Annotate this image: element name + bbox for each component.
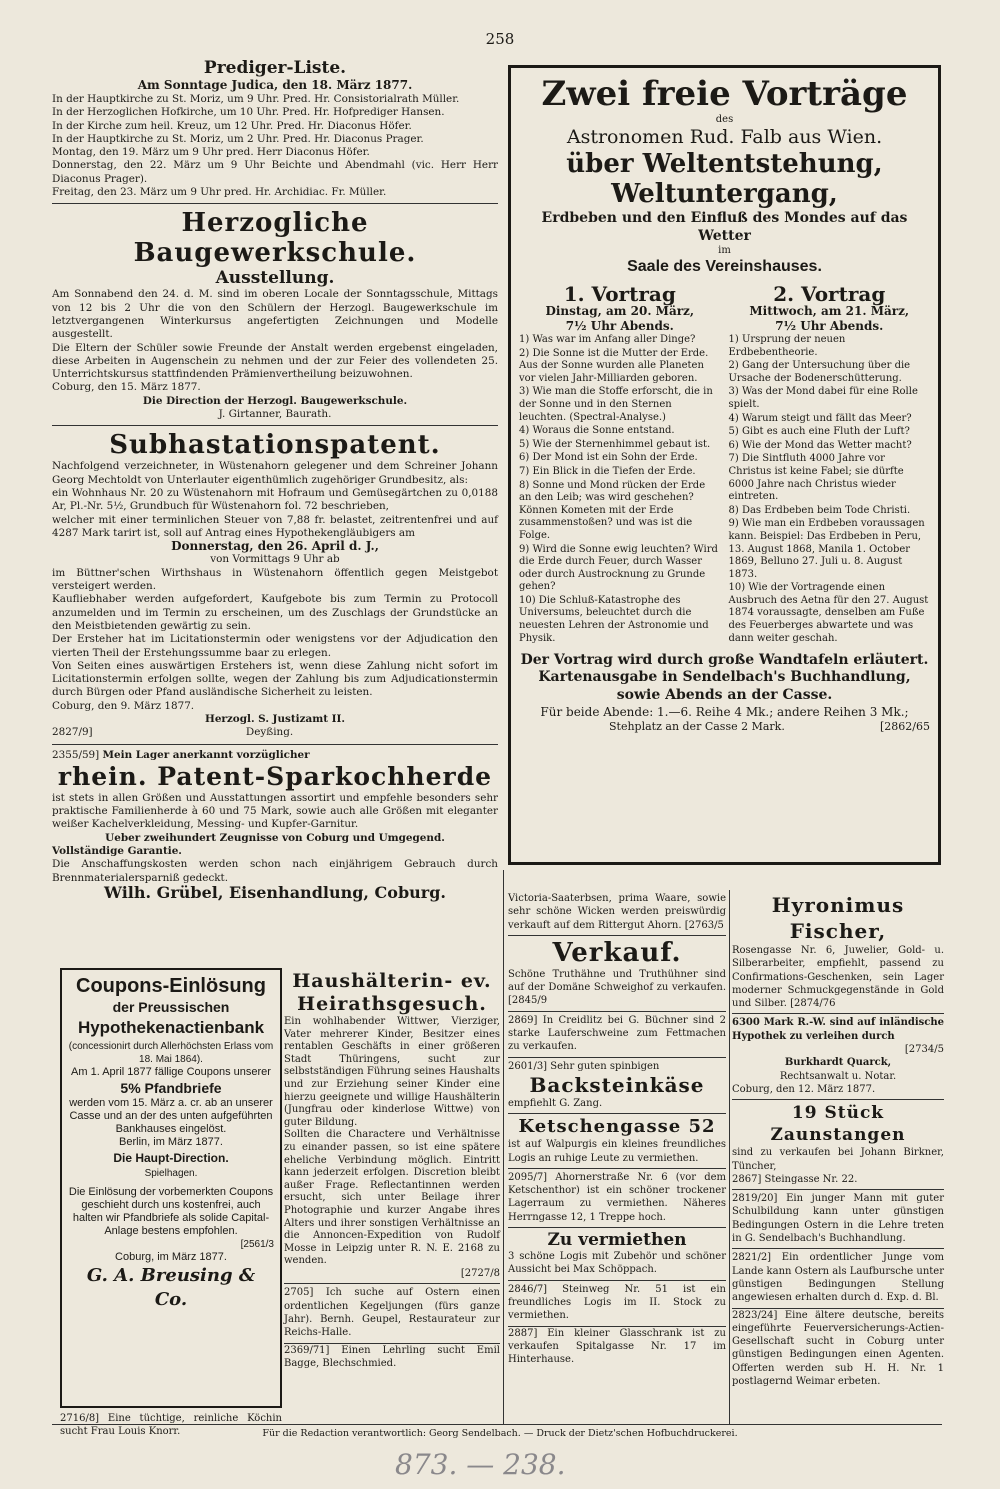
subhast-sign: Herzogl. S. Justizamt II. [205, 712, 345, 725]
lehrling-ad: 2369/71] Einen Lehrling sucht Emil Bagge, Blechschmied. [284, 1344, 500, 1369]
subhast-num: 2827/9] [52, 726, 93, 739]
coupon-firm: G. A. Breusing & Co. [86, 1265, 256, 1310]
ketschen-text: ist auf Walpurgis ein kleines freundliches Logis an ruhige Leute zu vermiethen. [508, 1139, 726, 1164]
list-item: 7) Ein Blick in die Tiefen der Erde. [519, 465, 696, 477]
sparherd-text: Die Anschaffungskosten werden schon nach einjährigem Gebrauch durch Brennmaterialersparniß gedeckt. [52, 858, 498, 884]
coupon-num: [2561/3 [240, 1239, 274, 1250]
list-item: 4) Woraus die Sonne entstand. [519, 425, 675, 437]
baugewerk-section [52, 208, 498, 421]
subhast-title: Subhastationspatent. [109, 430, 441, 461]
baugewerk-sign: Die Direction der Herzogl. Baugewerkschule. [142, 394, 408, 407]
coupon-line: (concessionirt durch Allerhöchsten Erlass vom 18. Mai 1864). [68, 1041, 274, 1065]
coupon-direction: Die Haupt-Direction. [113, 1151, 229, 1165]
prediger-date: Am Sonntage Judica, den 18. März 1877. [137, 78, 413, 92]
verkauf-text: Schöne Truthähne und Truthühner sind auf der Domäne Schweighof zu verkaufen. [508, 968, 726, 994]
subhast-text: Der Ersteher hat im Licitationstermin oder wenigstens vor der Adjudication den vierten Theil der Erstehungssumme baar zu erlegen. [52, 633, 498, 659]
zaun-text2: 2867] Steingasse Nr. 22. [732, 1173, 858, 1185]
lecture-two-title: 2. Vortrag [773, 282, 886, 306]
subhast-text: Von Seiten eines auswärtigen Erstehers ist, wenn diese Zahlung nicht sofort im Licitationstermin erfolgen sollte, wegen der Zahlung bis zum Adjudicationstermin durch Bürgen oder Pfand ausländische Sicherheit zu leisten. [52, 659, 498, 699]
list-item: 4) Warum steigt und fällt das Meer? [728, 412, 912, 424]
left-column [52, 58, 498, 966]
lecture-des: des [715, 114, 734, 125]
lecture-num: [2862/65 [880, 720, 930, 734]
lecture-prices: Für beide Abende: 1.—6. Reihe 4 Mk.; andere Reihen 3 Mk.; [540, 705, 909, 720]
lecture-one [519, 284, 721, 646]
vermieth-title: Zu vermiethen [547, 1230, 687, 1251]
verkauf-title: Verkauf. [552, 937, 682, 968]
prediger-section [52, 58, 498, 199]
lecture-one-time: 7½ Uhr Abends. [565, 319, 674, 333]
list-item: 8) Sonne und Mond rücken der Erde an den Leib; was wird geschehen? Können Kometen mit der Erde zusammenstoßen? und was ist die Folge. [519, 479, 706, 541]
list-item: 3) Wie man die Stoffe erforscht, die in der Sonne und in den Sternen leuchten. (Spectral-Analyse.) [519, 386, 713, 423]
sparherd-line: Mein Lager anerkannt vorzüglicher [102, 748, 310, 761]
sparherd-section [52, 749, 498, 900]
coupon-line: werden vom 15. März a. cr. ab an unserer Casse und an der des unten aufgeführten Bankhauses eingelöst. [69, 1097, 273, 1135]
lecture-two [729, 284, 931, 646]
baugewerk-date: Coburg, den 15. März 1877. [52, 381, 201, 394]
prediger-line: In der Hauptkirche zu St. Moriz, um 2 Uhr. Pred. Hr. Diaconus Prager. [52, 132, 424, 145]
fischer-title: Hyronimus Fischer, [771, 893, 905, 943]
list-item: 5) Gibt es auch eine Fluth der Luft? [728, 426, 910, 438]
hyp-role: Rechtsanwalt u. Notar. [779, 1070, 897, 1082]
kaese-title: Backsteinkäse [529, 1072, 705, 1097]
subhast-text: ein Wohnhaus Nr. 20 zu Wüstenahorn mit Hofraum und Gemüsegärtchen zu 0,0188 Ar, Pl.-Nr. 5½, Grundbuch für Wüstenahorn fol. 72 beschrieben, [52, 486, 498, 513]
lecture-columns [519, 284, 930, 646]
lecture-note: Der Vortrag wird durch große Wandtafeln erläutert. [520, 652, 929, 669]
sparherd-text: ist stets in allen Größen und Ausstattungen assortirt und empfehle besonders sehr praktische Familienherde à 60 und 75 Mark, sowie auch alle Größen mit eleganter weißer Kachelverkleidung, Messing- und Kupfer-Garnitur. [52, 791, 498, 831]
list-item: 9) Wie man ein Erdbeben voraussagen kann. Beispiel: Das Erdbeben in Peru, 13. August 1868, Manila 1. October 1869, Belluno 27. Juli u. 8. August 1873. [728, 518, 925, 580]
zaun-text: sind zu verkaufen bei Johann Birkner, Tüncher, [732, 1147, 944, 1172]
subhast-text: Kaufliebhaber werden aufgefordert, Kaufgebote bis zum Termin zu Protocoll anzumelden und im Termin zu erscheinen, um des Zuschlags der Grundstücke an den Meistbietenden gewärtig zu sein. [52, 593, 498, 632]
zaun-title: 19 Stück Zaunstangen [770, 1103, 906, 1146]
list-item: 10) Die Schluß-Katastrophe des Universums, beleuchtet durch die neuesten Lehren der Astronomie und Physik. [519, 594, 709, 644]
list-item: 8) Das Erdbeben beim Tode Christi. [728, 504, 911, 516]
subhast-text: von Vormittags 9 Uhr ab [210, 553, 340, 566]
ferkel-ad: 2869] In Creidlitz bei G. Büchner sind 2 starke Lauferschweine zum Fettmachen zu verkaufen. [508, 1012, 726, 1058]
sparherd-text: Vollständige Garantie. [52, 845, 182, 858]
prediger-line: Freitag, den 23. März um 9 Uhr pred. Hr. Archidiac. Fr. Müller. [52, 186, 387, 199]
list-item: 2) Gang der Untersuchung über die Ursache der Bodenerschütterung. [728, 360, 911, 384]
lecture-stehplatz: Stehplatz an der Casse 2 Mark. [609, 720, 785, 734]
hyp-text: 6300 Mark R.-W. sind auf inländische Hypothek zu verleihen durch [732, 1017, 944, 1042]
prediger-line: In der Herzoglichen Hofkirche, um 10 Uhr. Pred. Hr. Hofprediger Hansen. [52, 106, 445, 119]
steinweg-ad: 2846/7] Steinweg Nr. 51 ist ein freundliches Logis im II. Stock zu vermiethen. [508, 1281, 726, 1327]
list-item: 2) Die Sonne ist die Mutter der Erde. Aus der Sonne wurden alle Planeten vor vielen Jahr-Milliarden geboren. [519, 347, 709, 384]
ahorn-ad: 2095/7] Ahornerstraße Nr. 6 (vor dem Ketschenthor) ist ein schöner trockener Lagerraum zu vermiethen. Näheres Herrngasse 12, 1 Treppe hoch. [508, 1169, 726, 1228]
prediger-list [52, 93, 498, 199]
koechin-ad: 2716/8] Eine tüchtige, reinliche Köchin sucht Frau Louis Knorr. [60, 1413, 282, 1438]
lehre-ad: 2819/20] Ein junger Mann mit guter Schulbildung kann unter günstigen Bedingungen Ostern in die Lehre treten in G. Sendelbach's Buchhandlung. [732, 1190, 944, 1249]
lecture-speaker: Astronomen Rud. Falb aus Wien. [566, 126, 883, 148]
middle-ads-column [508, 890, 726, 1420]
lecture-topic2: Erdbeben und den Einfluß des Mondes auf das Wetter [541, 210, 908, 244]
list-item: 6) Der Mond ist ein Sohn der Erde. [519, 452, 698, 464]
list-item: 10) Wie der Vortragende einen Ausbruch des Aetna für den 27. August 1874 voraussagte, denselben am Fuße des Feuerberges abwartete und was dann weiter geschah. [728, 582, 929, 644]
haushaelterin-column [284, 968, 500, 1424]
agenten-ad: 2823/24] Eine ältere deutsche, bereits eingeführte Feuerversicherungs-Actien-Gesellschaft sucht in Coburg unter günstigen Bedingungen einen Agenten. Offerten werden sub H. H. Nr. 1 postlagernd Weimar erbeten. [732, 1309, 944, 1388]
kegel-ad: 2705] Ich suche auf Ostern einen ordentlichen Kegeljungen (fürs ganze Jahr). Bernh. Geupel, Restaurateur zur Reichs-Halle. [284, 1284, 500, 1343]
coupon-line: Am 1. April 1877 fällige Coupons unserer [71, 1066, 271, 1078]
verkauf-num: [2845/9 [508, 995, 548, 1007]
subhast-date: Coburg, den 9. März 1877. [52, 699, 195, 712]
baugewerk-subtitle: Ausstellung. [215, 268, 335, 289]
erbsen-ad: Victoria-Saaterbsen, prima Waare, sowie sehr schöne Wicken werden preiswürdig verkauft auf dem Rittergut Ahorn. [508, 893, 726, 931]
page-number: 258 [485, 30, 515, 48]
subhast-text: welcher mit einer terminlichen Steuer von 7,88 fr. belastet, zeitrentenfrei und auf 4287 Mark tarirt ist, soll auf Antrag eines Hypothekengläubigers am [52, 513, 498, 539]
sparherd-sign: Wilh. Grübel, Eisenhandlung, Coburg. [104, 882, 446, 902]
coupon-title: Coupons-Einlösung [76, 975, 266, 997]
prediger-line: In der Kirche zum heil. Kreuz, um 12 Uhr. Pred. Hr. Diaconus Höfer. [52, 119, 412, 132]
sparherd-text: Ueber zweihundert Zeugnisse von Coburg und Umgegend. [105, 831, 445, 844]
subhast-text: im Büttner'schen Wirthshaus in Wüstenahorn öffentlich gegen Meistgebot versteigert werden. [52, 566, 498, 593]
coupon-pfand: 5% Pfandbriefe [120, 1080, 222, 1096]
haus-title: Haushälterin- ev. Heirathsgesuch. [292, 970, 492, 1015]
coupon-advertisement [60, 968, 282, 1408]
lecture-im: im [718, 245, 731, 256]
erbsen-num: [2763/5 [684, 919, 724, 931]
bursche-ad: 2821/2] Ein ordentlicher Junge vom Lande kann Ostern als Laufbursche unter günstigen Bedingungen Stellung angewiesen erhalten durch d. Exp. d. Bl. [732, 1249, 944, 1308]
coupon-bank: Hypothekenactienbank [77, 1018, 265, 1037]
hyp-date: Coburg, den 12. März 1877. [732, 1083, 876, 1095]
coupon-line: Coburg, im März 1877. [115, 1251, 227, 1263]
coupon-line: der Preussischen [112, 999, 230, 1015]
baugewerk-sign2: J. Girtanner, Baurath. [218, 408, 332, 421]
lecture-one-title: 1. Vortrag [563, 282, 676, 306]
lecture-one-items [519, 334, 721, 645]
list-item: 7) Die Sintfluth 4000 Jahre vor Christus ist keine Fabel; sie dürfte 6000 Jahre nach Christus wieder eintreten. [728, 453, 904, 503]
lecture-venue: Saale des Vereinshauses. [627, 258, 822, 275]
lecture-two-date: Mittwoch, am 21. März, [749, 304, 910, 318]
coupon-line: Die Einlösung der vorbemerkten Coupons geschieht durch uns kostenfrei, auch halten wir Pfandbriefe als solide Capital-Anlage bestens empfohlen. [68, 1186, 274, 1237]
hyp-name: Burkhardt Quarck, [784, 1057, 892, 1069]
lecture-advertisement [508, 65, 941, 865]
sparherd-title: rhein. Patent-Sparkochherde [57, 761, 493, 791]
right-ads-column [732, 890, 944, 1420]
fischer-num: [2874/76 [790, 998, 836, 1010]
footer-imprint: Für die Redaction verantwortlich: Georg Sendelbach. — Druck der Dietz'schen Hofbuchdruckerei. [262, 1428, 738, 1439]
glas-ad: 2887] Ein kleiner Glasschrank ist zu verkaufen Spitalgasse Nr. 17 im Hinterhause. [508, 1327, 726, 1366]
prediger-line: Donnerstag, den 22. März um 9 Uhr Beichte und Abendmahl (vic. Herr Herr Diaconus Prager). [52, 159, 498, 185]
lecture-two-time: 7½ Uhr Abends. [775, 319, 884, 333]
baugewerk-text: Die Eltern der Schüler sowie Freunde der Anstalt werden ergebenst eingeladen, diese Arbeiten in Augenschein zu nehmen und der zur Feier des vollendeten 25. Unterrichtskursus stattfindenden Prämienvertheilung beizuwohnen. [52, 341, 498, 381]
list-item: 5) Wie der Sternenhimmel gebaut ist. [519, 438, 711, 450]
subhast-text: Nachfolgend verzeichneter, in Wüstenahorn gelegener und dem Schreiner Johann Georg Mechtoldt von Unterlauter eigenthümlich zugehöriger Grundbesitz, als: [52, 460, 498, 486]
subhast-date-term: Donnerstag, den 26. April d. J., [171, 539, 379, 554]
subhast-sign2: Deyßing. [245, 726, 294, 739]
kaese-text: empfiehlt G. Zang. [508, 1097, 603, 1109]
fischer-text: Rosengasse Nr. 6, Juwelier, Gold- u. Silberarbeiter, empfiehlt, passend zu Confirmations-Geschenken, sein Lager moderner Schmuckgegenstände in Gold und Silber. [732, 945, 944, 1010]
list-item: 9) Wird die Sonne ewig leuchten? Wird die Erde durch Feuer, durch Wasser oder durch Austrocknung zu Grunde gehen? [519, 543, 718, 593]
haus-text: Sollten die Charactere und Verhältnisse zu einander passen, so ist eine spätere eheliche Verbindung möglich. Eintritt kann jederzeit erfolgen. Discretion bleibt außer Frage. Reflectantinnen werden ersucht, sich unter Beilage ihrer Photographie und kurzer Angabe ihres Alters und ihrer sonstigen Verhältnisse an die Annoncen-Expedition von Rudolf Mosse in Leipzig unter R. N. E. 2168 zu wenden. [284, 1129, 500, 1267]
prediger-title: Prediger-Liste. [203, 58, 347, 78]
list-item: 1) Ursprung der neuen Erdbebentheorie. [728, 334, 846, 358]
ketschen-title: Ketschengasse 52 [518, 1116, 716, 1138]
lecture-two-items [729, 334, 931, 645]
baugewerk-title: Herzogliche Baugewerkschule. [133, 208, 417, 269]
prediger-line: In der Hauptkirche zu St. Moriz, um 9 Uhr. Pred. Hr. Consistorialrath Müller. [52, 93, 460, 105]
lecture-tickets: Kartenausgabe in Sendelbach's Buchhandlung, sowie Abends an der Casse. [538, 669, 911, 704]
vermieth-text: 3 schöne Logis mit Zubehör und schöner Aussicht bei Max Schöppach. [508, 1251, 726, 1276]
baugewerk-text: Am Sonnabend den 24. d. M. sind im oberen Locale der Sonntagsschule, Mittags von 12 bis 2 Uhr die von den Schülern der Herzogl. Baugewerkschule im letztvergangenen Winterkursus angefertigten Zeichnungen und Modelle ausgestellt. [52, 288, 498, 341]
list-item: 1) Was war im Anfang aller Dinge? [519, 334, 696, 345]
coupon-line: Spielhagen. [144, 1168, 198, 1179]
list-item: 6) Wie der Mond das Wetter macht? [728, 439, 912, 451]
lecture-topic: über Weltentstehung, Weltuntergang, [566, 149, 883, 209]
haus-num: [2727/8 [460, 1267, 500, 1279]
lecture-title: Zwei freie Vorträge [541, 74, 908, 114]
handwritten-note: 873. — 238. [395, 1448, 566, 1481]
sparherd-num: 2355/59] [52, 748, 100, 761]
coupon-line: Berlin, im März 1877. [119, 1136, 223, 1148]
kaese-pre: 2601/3] Sehr guten spinbigen [508, 1060, 660, 1072]
subhast-section [52, 430, 498, 739]
haus-text: Ein wohlhabender Wittwer, Vierziger, Vater mehrerer Kinder, Besitzer eines rentablen Geschäfts in einer größeren Stadt Thüringens, sucht zur selbstständigen Führung seines Haushalts und zur Erziehung seiner Kinder eine hierzu geeignete und willige Haushälterin (Jungfrau oder kinderlose Wittwe) von guter Bildung. [284, 1016, 500, 1128]
prediger-line: Montag, den 19. März um 9 Uhr pred. Herr Diaconus Höfer. [52, 146, 370, 159]
list-item: 3) Was der Mond dabei für eine Rolle spielt. [728, 386, 918, 410]
lecture-one-date: Dinstag, am 20. März, [545, 304, 695, 318]
hyp-num: [2734/5 [904, 1044, 944, 1056]
